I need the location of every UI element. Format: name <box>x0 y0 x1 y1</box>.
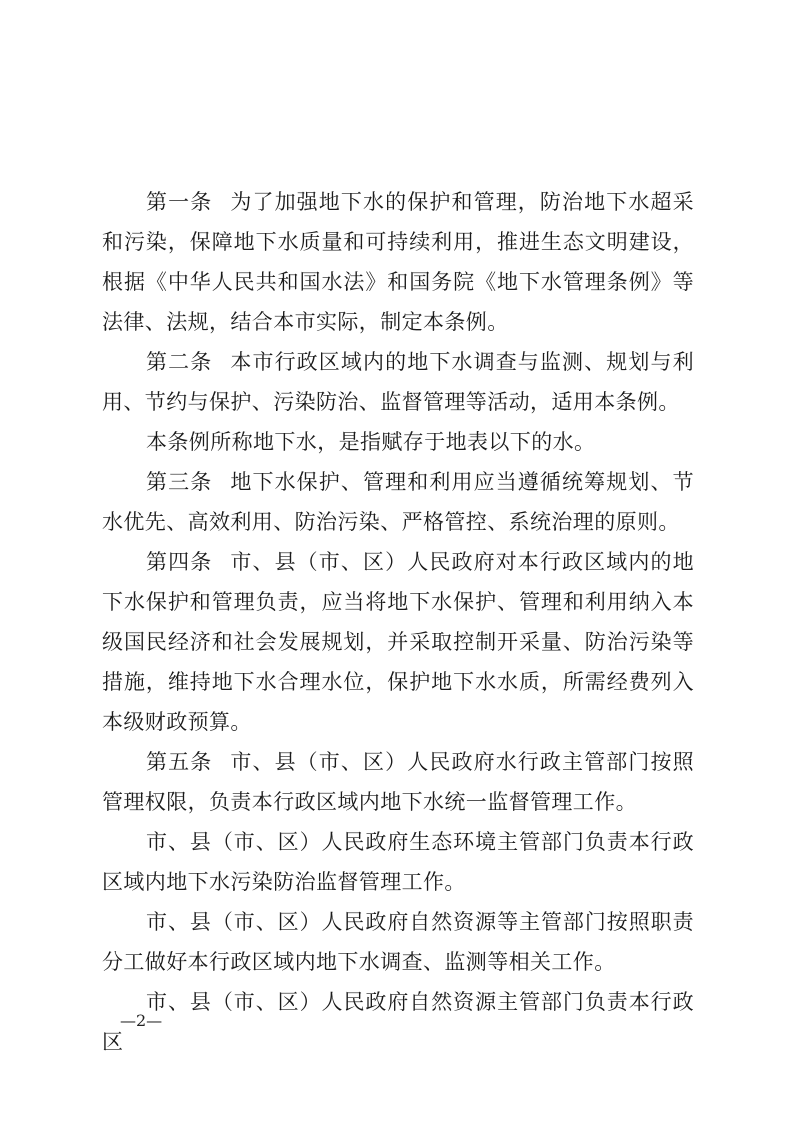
page-number: —2— <box>120 1011 163 1030</box>
paragraph-article-5-resources <box>102 902 694 982</box>
paragraph-article-2 <box>102 342 694 422</box>
paragraph-text: 市、县（市、区）人民政府水行政主管部门按照管理权限，负责本行政区域内地下水统一监督管理工作。 <box>102 750 694 814</box>
paragraph-article-5-ecology <box>102 822 694 902</box>
paragraph-text: 市、县（市、区）人民政府生态环境主管部门负责本行政区域内地下水污染防治监督管理工作。 <box>102 830 694 894</box>
article-number: 第一条 <box>146 190 213 214</box>
article-number: 第二条 <box>146 350 213 374</box>
paragraph-text: 市、县（市、区）人民政府自然资源等主管部门按照职责分工做好本行政区域内地下水调查、监测等相关工作。 <box>102 910 694 974</box>
paragraph-article-3 <box>102 462 694 542</box>
article-number: 第五条 <box>146 750 213 774</box>
paragraph-text: 市、县（市、区）人民政府自然资源主管部门负责本行政区 <box>102 990 694 1054</box>
paragraph-article-1 <box>102 182 694 342</box>
paragraph-article-2-definition <box>102 422 694 462</box>
paragraph-text: 为了加强地下水的保护和管理，防治地下水超采和污染，保障地下水质量和可持续利用，推进生态文明建设，根据《中华人民共和国水法》和国务院《地下水管理条例》等法律、法规，结合本市实际，制定本条例。 <box>102 190 694 334</box>
paragraph-text: 本市行政区域内的地下水调查与监测、规划与利用、节约与保护、污染防治、监督管理等活动，适用本条例。 <box>102 350 694 414</box>
document-body <box>102 182 694 1062</box>
article-number: 第四条 <box>146 550 213 574</box>
article-number: 第三条 <box>146 470 213 494</box>
paragraph-text: 地下水保护、管理和利用应当遵循统筹规划、节水优先、高效利用、防治污染、严格管控、系统治理的原则。 <box>102 470 694 534</box>
paragraph-article-5-continued <box>102 982 694 1062</box>
paragraph-text: 本条例所称地下水，是指赋存于地表以下的水。 <box>146 430 596 454</box>
paragraph-text: 市、县（市、区）人民政府对本行政区域内的地下水保护和管理负责，应当将地下水保护、管理和利用纳入本级国民经济和社会发展规划，并采取控制开采量、防治污染等措施，维持地下水合理水位，保护地下水水质，所需经费列入本级财政预算。 <box>102 550 694 734</box>
paragraph-article-4 <box>102 542 694 742</box>
paragraph-article-5 <box>102 742 694 822</box>
